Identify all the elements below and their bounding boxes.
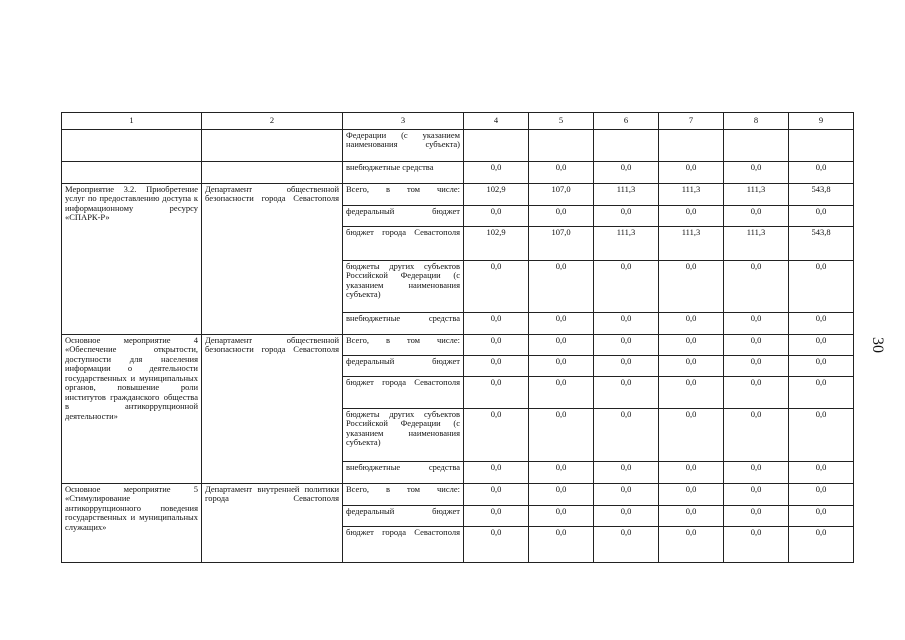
activity-title-cell: Основное мероприятие 5 «Стимулирование антикоррупционного поведения государственных и муниципальных служащих» xyxy=(62,483,202,562)
source-cell: внебюджетные средства xyxy=(343,161,464,183)
source-cell: бюджет города Севастополя xyxy=(343,376,464,408)
value-cell: 0,0 xyxy=(529,260,594,312)
value-cell xyxy=(464,129,529,161)
value-cell: 0,0 xyxy=(789,205,854,226)
source-cell: федеральный бюджет xyxy=(343,505,464,526)
value-cell: 0,0 xyxy=(529,355,594,376)
value-cell: 0,0 xyxy=(464,526,529,562)
activity-title-cell: Мероприятие 3.2. Приобретение услуг по предоставлению доступа к информационному ресурсу «СПАРК-Р» xyxy=(62,183,202,334)
value-cell: 0,0 xyxy=(594,334,659,355)
executor-cell: Департамент общественной безопасности города Севастополя xyxy=(202,183,343,334)
source-cell: бюджет города Севастополя xyxy=(343,226,464,260)
table-body xyxy=(62,113,854,563)
value-cell: 0,0 xyxy=(724,205,789,226)
value-cell: 0,0 xyxy=(724,505,789,526)
page-number: 30 xyxy=(869,337,886,353)
value-cell: 0,0 xyxy=(659,260,724,312)
value-cell: 0,0 xyxy=(659,161,724,183)
table-row xyxy=(62,161,854,183)
executor-cell: Департамент общественной безопасности города Севастополя xyxy=(202,334,343,483)
value-cell: 0,0 xyxy=(789,260,854,312)
value-cell: 0,0 xyxy=(594,505,659,526)
header-cell: 2 xyxy=(202,113,343,130)
value-cell: 0,0 xyxy=(464,260,529,312)
source-cell: Всего, в том числе: xyxy=(343,334,464,355)
value-cell: 0,0 xyxy=(594,355,659,376)
value-cell: 0,0 xyxy=(594,205,659,226)
value-cell: 0,0 xyxy=(529,205,594,226)
header-cell: 1 xyxy=(62,113,202,130)
value-cell: 0,0 xyxy=(659,483,724,505)
value-cell: 0,0 xyxy=(789,505,854,526)
header-cell: 9 xyxy=(789,113,854,130)
empty-cell xyxy=(62,129,202,161)
value-cell: 111,3 xyxy=(659,226,724,260)
value-cell: 102,9 xyxy=(464,226,529,260)
value-cell: 111,3 xyxy=(724,226,789,260)
value-cell xyxy=(529,129,594,161)
value-cell: 0,0 xyxy=(724,483,789,505)
executor-cell: Департамент внутренней политики города Севастополя xyxy=(202,483,343,562)
value-cell: 0,0 xyxy=(724,461,789,483)
value-cell: 111,3 xyxy=(594,183,659,205)
value-cell: 0,0 xyxy=(594,376,659,408)
value-cell: 0,0 xyxy=(464,505,529,526)
header-cell: 7 xyxy=(659,113,724,130)
table-row xyxy=(62,129,854,161)
value-cell: 0,0 xyxy=(659,526,724,562)
source-cell: Всего, в том числе: xyxy=(343,483,464,505)
value-cell: 0,0 xyxy=(724,526,789,562)
empty-cell xyxy=(202,161,343,183)
value-cell: 0,0 xyxy=(594,461,659,483)
value-cell: 0,0 xyxy=(724,408,789,461)
value-cell: 0,0 xyxy=(464,483,529,505)
value-cell: 0,0 xyxy=(464,461,529,483)
value-cell: 0,0 xyxy=(594,483,659,505)
value-cell: 0,0 xyxy=(659,408,724,461)
value-cell: 0,0 xyxy=(659,505,724,526)
value-cell: 0,0 xyxy=(659,205,724,226)
value-cell: 0,0 xyxy=(529,408,594,461)
table-row xyxy=(62,483,854,505)
header-cell: 3 xyxy=(343,113,464,130)
value-cell: 0,0 xyxy=(594,260,659,312)
value-cell: 0,0 xyxy=(529,526,594,562)
value-cell: 0,0 xyxy=(464,376,529,408)
value-cell: 0,0 xyxy=(789,334,854,355)
value-cell: 0,0 xyxy=(464,355,529,376)
value-cell: 0,0 xyxy=(594,526,659,562)
value-cell: 107,0 xyxy=(529,226,594,260)
header-cell: 4 xyxy=(464,113,529,130)
empty-cell xyxy=(62,161,202,183)
value-cell: 0,0 xyxy=(594,408,659,461)
value-cell: 0,0 xyxy=(659,461,724,483)
budget-table xyxy=(61,112,854,563)
value-cell: 0,0 xyxy=(789,483,854,505)
source-cell: федеральный бюджет xyxy=(343,205,464,226)
header-row xyxy=(62,113,854,130)
source-cell: внебюджетные средства xyxy=(343,312,464,334)
value-cell: 0,0 xyxy=(659,376,724,408)
value-cell: 0,0 xyxy=(789,355,854,376)
value-cell: 0,0 xyxy=(529,376,594,408)
value-cell: 0,0 xyxy=(659,334,724,355)
value-cell: 0,0 xyxy=(529,161,594,183)
source-cell: внебюджетные средства xyxy=(343,461,464,483)
value-cell: 0,0 xyxy=(464,312,529,334)
value-cell: 0,0 xyxy=(529,461,594,483)
value-cell: 111,3 xyxy=(594,226,659,260)
value-cell: 0,0 xyxy=(464,408,529,461)
value-cell: 107,0 xyxy=(529,183,594,205)
source-cell: федеральный бюджет xyxy=(343,355,464,376)
value-cell: 0,0 xyxy=(529,312,594,334)
value-cell xyxy=(594,129,659,161)
value-cell xyxy=(789,129,854,161)
value-cell: 0,0 xyxy=(659,355,724,376)
value-cell: 0,0 xyxy=(464,205,529,226)
value-cell: 0,0 xyxy=(789,526,854,562)
value-cell: 0,0 xyxy=(789,161,854,183)
value-cell: 0,0 xyxy=(789,408,854,461)
value-cell: 0,0 xyxy=(724,355,789,376)
header-cell: 6 xyxy=(594,113,659,130)
value-cell: 0,0 xyxy=(594,312,659,334)
value-cell: 543,8 xyxy=(789,183,854,205)
table-row xyxy=(62,334,854,355)
value-cell: 111,3 xyxy=(724,183,789,205)
value-cell: 0,0 xyxy=(789,312,854,334)
value-cell: 543,8 xyxy=(789,226,854,260)
empty-cell xyxy=(202,129,343,161)
source-cell: бюджеты других субъектов Российской Федерации (с указанием наименования субъекта) xyxy=(343,408,464,461)
value-cell: 0,0 xyxy=(724,260,789,312)
value-cell xyxy=(659,129,724,161)
table-row xyxy=(62,183,854,205)
source-cell: Всего, в том числе: xyxy=(343,183,464,205)
value-cell: 0,0 xyxy=(594,161,659,183)
value-cell: 0,0 xyxy=(724,312,789,334)
value-cell: 0,0 xyxy=(724,161,789,183)
value-cell: 0,0 xyxy=(529,483,594,505)
value-cell: 0,0 xyxy=(529,505,594,526)
value-cell: 0,0 xyxy=(529,334,594,355)
value-cell xyxy=(724,129,789,161)
value-cell: 0,0 xyxy=(724,334,789,355)
value-cell: 0,0 xyxy=(789,461,854,483)
header-cell: 5 xyxy=(529,113,594,130)
value-cell: 0,0 xyxy=(464,334,529,355)
source-cell: бюджет города Севастополя xyxy=(343,526,464,562)
value-cell: 0,0 xyxy=(724,376,789,408)
value-cell: 0,0 xyxy=(659,312,724,334)
activity-title-cell: Основное мероприятие 4 «Обеспечение открытости, доступности для населения информации о деятельности государственных и муниципальных органов, повышение роли институтов гражданского общества в антикоррупционной деятельности» xyxy=(62,334,202,483)
source-cell: бюджеты других субъектов Российской Федерации (с указанием наименования субъекта) xyxy=(343,260,464,312)
header-cell: 8 xyxy=(724,113,789,130)
source-cell: Федерации (с указанием наименования субъекта) xyxy=(343,129,464,161)
value-cell: 111,3 xyxy=(659,183,724,205)
value-cell: 0,0 xyxy=(789,376,854,408)
value-cell: 102,9 xyxy=(464,183,529,205)
value-cell: 0,0 xyxy=(464,161,529,183)
